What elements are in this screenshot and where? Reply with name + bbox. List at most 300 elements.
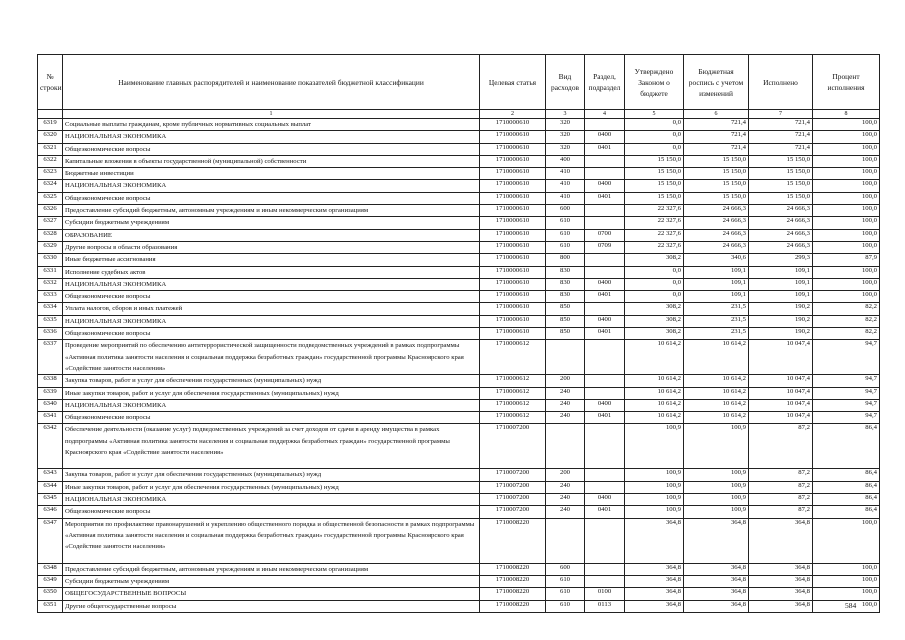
target-article: 1710008220	[480, 575, 546, 587]
executed-amount: 10 047,4	[749, 387, 813, 399]
approved-amount: 0,0	[625, 131, 684, 143]
target-article: 1710007200	[480, 481, 546, 493]
header-target: Целевая статья	[480, 55, 546, 110]
revised-amount: 15 150,0	[684, 155, 749, 167]
target-article: 1710000610	[480, 155, 546, 167]
row-number: 6345	[38, 494, 63, 506]
section-code: 0400	[585, 315, 625, 327]
expense-kind: 850	[546, 328, 585, 340]
execution-percent: 100,0	[813, 229, 880, 241]
approved-amount: 10 614,2	[625, 399, 684, 411]
target-article: 1710000610	[480, 278, 546, 290]
header-percent: Процент исполнения	[813, 55, 880, 110]
table-row	[38, 315, 880, 327]
table-row	[38, 229, 880, 241]
row-number: 6341	[38, 412, 63, 424]
approved-amount: 100,9	[625, 494, 684, 506]
expense-kind: 240	[546, 481, 585, 493]
item-name: Капитальные вложения в объекты государственной (муниципальной) собственности	[63, 155, 480, 167]
approved-amount: 100,9	[625, 481, 684, 493]
item-name: Иные закупки товаров, работ и услуг для обеспечения государственных (муниципальных) нужд	[63, 481, 480, 493]
execution-percent: 86,4	[813, 506, 880, 518]
row-number: 6349	[38, 575, 63, 587]
item-name: Общеэкономические вопросы	[63, 143, 480, 155]
table-row	[38, 119, 880, 131]
revised-amount: 364,8	[684, 563, 749, 575]
item-name: Субсидии бюджетным учреждениям	[63, 217, 480, 229]
executed-amount: 721,4	[749, 143, 813, 155]
row-number: 6319	[38, 119, 63, 131]
row-number: 6320	[38, 131, 63, 143]
revised-amount: 10 614,2	[684, 375, 749, 387]
approved-amount: 0,0	[625, 119, 684, 131]
table-row	[38, 340, 880, 375]
table-row	[38, 143, 880, 155]
expense-kind: 610	[546, 600, 585, 612]
revised-amount: 100,9	[684, 506, 749, 518]
expense-kind: 610	[546, 229, 585, 241]
revised-amount: 721,4	[684, 143, 749, 155]
approved-amount: 22 327,6	[625, 229, 684, 241]
revised-amount: 10 614,2	[684, 340, 749, 375]
execution-percent: 100,0	[813, 588, 880, 600]
executed-amount: 15 150,0	[749, 180, 813, 192]
target-article: 1710000610	[480, 217, 546, 229]
item-name: ОБРАЗОВАНИЕ	[63, 229, 480, 241]
target-article: 1710000612	[480, 412, 546, 424]
execution-percent: 82,2	[813, 303, 880, 315]
target-article: 1710000612	[480, 387, 546, 399]
target-article: 1710008220	[480, 600, 546, 612]
execution-percent: 100,0	[813, 563, 880, 575]
item-name: Социальные выплаты гражданам, кроме публичных нормативных социальных выплат	[63, 119, 480, 131]
executed-amount: 364,8	[749, 575, 813, 587]
item-name: Общеэкономические вопросы	[63, 412, 480, 424]
expense-kind: 320	[546, 119, 585, 131]
executed-amount: 24 666,3	[749, 217, 813, 229]
approved-amount: 364,8	[625, 588, 684, 600]
executed-amount: 10 047,4	[749, 375, 813, 387]
execution-percent: 100,0	[813, 192, 880, 204]
revised-amount: 100,9	[684, 424, 749, 469]
header-section: Раздел, подраздел	[585, 55, 625, 110]
executed-amount: 10 047,4	[749, 340, 813, 375]
target-article: 1710008220	[480, 563, 546, 575]
execution-percent: 100,0	[813, 131, 880, 143]
revised-amount: 24 666,3	[684, 217, 749, 229]
header-kind: Вид расходов	[546, 55, 585, 110]
approved-amount: 22 327,6	[625, 205, 684, 217]
section-code	[585, 481, 625, 493]
table-row	[38, 518, 880, 563]
item-name: Предоставление субсидий бюджетным, автономным учреждениям и иным некоммерческим организациям	[63, 205, 480, 217]
section-code: 0113	[585, 600, 625, 612]
table-row	[38, 600, 880, 612]
execution-percent: 94,7	[813, 387, 880, 399]
execution-percent: 94,7	[813, 399, 880, 411]
table-row	[38, 387, 880, 399]
execution-percent: 100,0	[813, 291, 880, 303]
section-code	[585, 155, 625, 167]
revised-amount: 100,9	[684, 481, 749, 493]
header-name: Наименование главных распорядителей и наименование показателей бюджетной классификации	[63, 55, 480, 110]
execution-percent: 86,4	[813, 424, 880, 469]
target-article: 1710000610	[480, 315, 546, 327]
row-number: 6347	[38, 518, 63, 563]
revised-amount: 340,6	[684, 254, 749, 266]
target-article: 1710000610	[480, 192, 546, 204]
table-row	[38, 217, 880, 229]
execution-percent: 100,0	[813, 205, 880, 217]
table-row	[38, 266, 880, 278]
executed-amount: 190,2	[749, 303, 813, 315]
approved-amount: 10 614,2	[625, 340, 684, 375]
column-index: 3	[546, 110, 585, 119]
approved-amount: 10 614,2	[625, 375, 684, 387]
revised-amount: 364,8	[684, 575, 749, 587]
section-code: 0400	[585, 399, 625, 411]
table-row	[38, 399, 880, 411]
column-index: 2	[480, 110, 546, 119]
execution-percent: 100,0	[813, 241, 880, 253]
item-name: НАЦИОНАЛЬНАЯ ЭКОНОМИКА	[63, 278, 480, 290]
section-code: 0400	[585, 180, 625, 192]
column-index: 6	[684, 110, 749, 119]
table-row	[38, 469, 880, 481]
approved-amount: 100,9	[625, 506, 684, 518]
execution-percent: 100,0	[813, 180, 880, 192]
revised-amount: 364,8	[684, 518, 749, 563]
executed-amount: 24 666,3	[749, 229, 813, 241]
target-article: 1710000610	[480, 266, 546, 278]
target-article: 1710008220	[480, 518, 546, 563]
section-code	[585, 387, 625, 399]
item-name: Уплата налогов, сборов и иных платежей	[63, 303, 480, 315]
target-article: 1710000610	[480, 168, 546, 180]
approved-amount: 15 150,0	[625, 180, 684, 192]
row-number: 6338	[38, 375, 63, 387]
table-row	[38, 481, 880, 493]
approved-amount: 100,9	[625, 469, 684, 481]
revised-amount: 109,1	[684, 266, 749, 278]
target-article: 1710000610	[480, 131, 546, 143]
executed-amount: 109,1	[749, 291, 813, 303]
executed-amount: 10 047,4	[749, 399, 813, 411]
revised-amount: 24 666,3	[684, 241, 749, 253]
section-code: 0401	[585, 506, 625, 518]
target-article: 1710007200	[480, 424, 546, 469]
approved-amount: 15 150,0	[625, 155, 684, 167]
execution-percent: 86,4	[813, 469, 880, 481]
revised-amount: 364,8	[684, 588, 749, 600]
execution-percent: 86,4	[813, 481, 880, 493]
target-article: 1710000610	[480, 291, 546, 303]
item-name: Мероприятия по профилактике правонарушений и укреплению общественного порядка и общественной безопасности в рамках подпрограммы «Активная политика занятости населения и социальная поддержка безработных граждан» государственной программы Красноярского края «Содействие занятости населения»	[63, 518, 480, 563]
item-name: Исполнение судебных актов	[63, 266, 480, 278]
executed-amount: 87,2	[749, 481, 813, 493]
executed-amount: 87,2	[749, 494, 813, 506]
item-name: Проведение мероприятий по обеспечению антитеррористической защищенности подведомственных учреждений в рамках подпрограммы «Активная политика занятости населения и социальная поддержка безработных граждан» государственной программы Красноярского края «Содействие занятости населения»	[63, 340, 480, 375]
table-row	[38, 494, 880, 506]
table-header-row	[38, 55, 880, 110]
row-number: 6344	[38, 481, 63, 493]
table-row	[38, 254, 880, 266]
section-code: 0700	[585, 229, 625, 241]
section-code	[585, 518, 625, 563]
section-code	[585, 303, 625, 315]
section-code	[585, 563, 625, 575]
item-name: Иные бюджетные ассигнования	[63, 254, 480, 266]
target-article: 1710000610	[480, 119, 546, 131]
revised-amount: 100,9	[684, 469, 749, 481]
expense-kind: 830	[546, 278, 585, 290]
target-article: 1710000610	[480, 303, 546, 315]
section-code: 0401	[585, 412, 625, 424]
execution-percent: 100,0	[813, 119, 880, 131]
table-row	[38, 506, 880, 518]
expense-kind: 320	[546, 143, 585, 155]
column-index	[38, 110, 63, 119]
approved-amount: 0,0	[625, 291, 684, 303]
executed-amount: 364,8	[749, 518, 813, 563]
approved-amount: 364,8	[625, 600, 684, 612]
expense-kind: 410	[546, 168, 585, 180]
section-code: 0100	[585, 588, 625, 600]
row-number: 6342	[38, 424, 63, 469]
item-name: НАЦИОНАЛЬНАЯ ЭКОНОМИКА	[63, 180, 480, 192]
expense-kind: 320	[546, 131, 585, 143]
execution-percent: 87,9	[813, 254, 880, 266]
executed-amount: 87,2	[749, 424, 813, 469]
expense-kind: 410	[546, 192, 585, 204]
item-name: Субсидии бюджетным учреждениям	[63, 575, 480, 587]
row-number: 6333	[38, 291, 63, 303]
row-number: 6322	[38, 155, 63, 167]
item-name: Обеспечение деятельности (оказание услуг) подведомственных учреждений за счет доходов от сдачи в аренду имущества в рамках подпрограммы «Активная политика занятости населения и социальная поддержка безработных граждан» государственной программы Красноярского края «Содействие занятости населения»	[63, 424, 480, 469]
approved-amount: 0,0	[625, 278, 684, 290]
item-name: Общеэкономические вопросы	[63, 506, 480, 518]
execution-percent: 100,0	[813, 266, 880, 278]
approved-amount: 364,8	[625, 563, 684, 575]
executed-amount: 87,2	[749, 469, 813, 481]
item-name: Предоставление субсидий бюджетным, автономным учреждениям и иным некоммерческим организациям	[63, 563, 480, 575]
section-code	[585, 575, 625, 587]
execution-percent: 100,0	[813, 217, 880, 229]
executed-amount: 190,2	[749, 328, 813, 340]
execution-percent: 82,2	[813, 315, 880, 327]
approved-amount: 100,9	[625, 424, 684, 469]
target-article: 1710000610	[480, 254, 546, 266]
item-name: Иные закупки товаров, работ и услуг для обеспечения государственных (муниципальных) нужд	[63, 387, 480, 399]
row-number: 6336	[38, 328, 63, 340]
section-code	[585, 119, 625, 131]
table-row	[38, 328, 880, 340]
revised-amount: 10 614,2	[684, 412, 749, 424]
row-number: 6343	[38, 469, 63, 481]
section-code: 0709	[585, 241, 625, 253]
target-article: 1710000610	[480, 143, 546, 155]
approved-amount: 0,0	[625, 143, 684, 155]
table-row	[38, 168, 880, 180]
target-article: 1710007200	[480, 506, 546, 518]
target-article: 1710000610	[480, 229, 546, 241]
row-number: 6348	[38, 563, 63, 575]
row-number: 6327	[38, 217, 63, 229]
item-name: НАЦИОНАЛЬНАЯ ЭКОНОМИКА	[63, 315, 480, 327]
expense-kind: 600	[546, 205, 585, 217]
approved-amount: 308,2	[625, 303, 684, 315]
table-row	[38, 241, 880, 253]
target-article: 1710000610	[480, 241, 546, 253]
execution-percent: 100,0	[813, 155, 880, 167]
column-index: 8	[813, 110, 880, 119]
revised-amount: 364,8	[684, 600, 749, 612]
executed-amount: 364,8	[749, 600, 813, 612]
target-article: 1710000612	[480, 340, 546, 375]
table-row	[38, 180, 880, 192]
revised-amount: 15 150,0	[684, 180, 749, 192]
revised-amount: 231,5	[684, 328, 749, 340]
row-number: 6324	[38, 180, 63, 192]
item-name: НАЦИОНАЛЬНАЯ ЭКОНОМИКА	[63, 399, 480, 411]
row-number: 6337	[38, 340, 63, 375]
expense-kind: 610	[546, 588, 585, 600]
column-index: 4	[585, 110, 625, 119]
target-article: 1710000612	[480, 399, 546, 411]
executed-amount: 24 666,3	[749, 205, 813, 217]
item-name: НАЦИОНАЛЬНАЯ ЭКОНОМИКА	[63, 494, 480, 506]
section-code: 0401	[585, 143, 625, 155]
executed-amount: 87,2	[749, 506, 813, 518]
section-code: 0400	[585, 131, 625, 143]
executed-amount: 364,8	[749, 563, 813, 575]
target-article: 1710008220	[480, 588, 546, 600]
section-code: 0401	[585, 328, 625, 340]
expense-kind: 200	[546, 375, 585, 387]
header-executed: Исполнено	[749, 55, 813, 110]
table-row	[38, 131, 880, 143]
section-code: 0401	[585, 291, 625, 303]
page-number: 584	[845, 601, 857, 610]
item-name: Бюджетные инвестиции	[63, 168, 480, 180]
item-name: Закупка товаров, работ и услуг для обеспечения государственных (муниципальных) нужд	[63, 469, 480, 481]
expense-kind: 850	[546, 315, 585, 327]
execution-percent: 100,0	[813, 143, 880, 155]
expense-kind: 240	[546, 412, 585, 424]
row-number: 6326	[38, 205, 63, 217]
section-code	[585, 205, 625, 217]
section-code	[585, 217, 625, 229]
budget-table	[37, 54, 880, 613]
header-revised: Бюджетная роспись с учетом изменений	[684, 55, 749, 110]
expense-kind: 240	[546, 494, 585, 506]
expense-kind: 410	[546, 180, 585, 192]
execution-percent: 100,0	[813, 518, 880, 563]
execution-percent: 100,0	[813, 168, 880, 180]
column-index: 5	[625, 110, 684, 119]
expense-kind: 830	[546, 291, 585, 303]
executed-amount: 109,1	[749, 266, 813, 278]
table-row	[38, 155, 880, 167]
table-row	[38, 375, 880, 387]
expense-kind: 850	[546, 303, 585, 315]
approved-amount: 308,2	[625, 315, 684, 327]
row-number: 6335	[38, 315, 63, 327]
table-row	[38, 588, 880, 600]
item-name: Другие вопросы в области образования	[63, 241, 480, 253]
revised-amount: 24 666,3	[684, 205, 749, 217]
header-row-no: № строки	[38, 55, 63, 110]
approved-amount: 22 327,6	[625, 217, 684, 229]
approved-amount: 15 150,0	[625, 192, 684, 204]
item-name: Общеэкономические вопросы	[63, 328, 480, 340]
revised-amount: 721,4	[684, 131, 749, 143]
revised-amount: 10 614,2	[684, 387, 749, 399]
section-code	[585, 469, 625, 481]
revised-amount: 24 666,3	[684, 229, 749, 241]
header-approved: Утверждено Законом о бюджете	[625, 55, 684, 110]
approved-amount: 15 150,0	[625, 168, 684, 180]
approved-amount: 0,0	[625, 266, 684, 278]
executed-amount: 15 150,0	[749, 192, 813, 204]
revised-amount: 109,1	[684, 291, 749, 303]
executed-amount: 299,3	[749, 254, 813, 266]
expense-kind	[546, 340, 585, 375]
row-number: 6325	[38, 192, 63, 204]
section-code	[585, 266, 625, 278]
row-number: 6331	[38, 266, 63, 278]
row-number: 6351	[38, 600, 63, 612]
row-number: 6332	[38, 278, 63, 290]
section-code	[585, 340, 625, 375]
expense-kind: 200	[546, 469, 585, 481]
approved-amount: 364,8	[625, 518, 684, 563]
revised-amount: 109,1	[684, 278, 749, 290]
table-row	[38, 424, 880, 469]
approved-amount: 308,2	[625, 254, 684, 266]
execution-percent: 94,7	[813, 375, 880, 387]
item-name: НАЦИОНАЛЬНАЯ ЭКОНОМИКА	[63, 131, 480, 143]
executed-amount: 190,2	[749, 315, 813, 327]
row-number: 6328	[38, 229, 63, 241]
column-index: 1	[63, 110, 480, 119]
section-code	[585, 168, 625, 180]
expense-kind: 240	[546, 387, 585, 399]
column-index-row	[38, 110, 880, 119]
table-row	[38, 575, 880, 587]
expense-kind: 240	[546, 506, 585, 518]
table-row	[38, 412, 880, 424]
revised-amount: 721,4	[684, 119, 749, 131]
item-name: Общеэкономические вопросы	[63, 192, 480, 204]
expense-kind: 240	[546, 399, 585, 411]
execution-percent: 100,0	[813, 600, 880, 612]
row-number: 6323	[38, 168, 63, 180]
executed-amount: 15 150,0	[749, 168, 813, 180]
execution-percent: 94,7	[813, 412, 880, 424]
executed-amount: 721,4	[749, 131, 813, 143]
executed-amount: 109,1	[749, 278, 813, 290]
approved-amount: 364,8	[625, 575, 684, 587]
row-number: 6350	[38, 588, 63, 600]
executed-amount: 364,8	[749, 588, 813, 600]
expense-kind: 400	[546, 155, 585, 167]
row-number: 6339	[38, 387, 63, 399]
expense-kind: 830	[546, 266, 585, 278]
item-name: Закупка товаров, работ и услуг для обеспечения государственных (муниципальных) нужд	[63, 375, 480, 387]
approved-amount: 22 327,6	[625, 241, 684, 253]
column-index: 7	[749, 110, 813, 119]
